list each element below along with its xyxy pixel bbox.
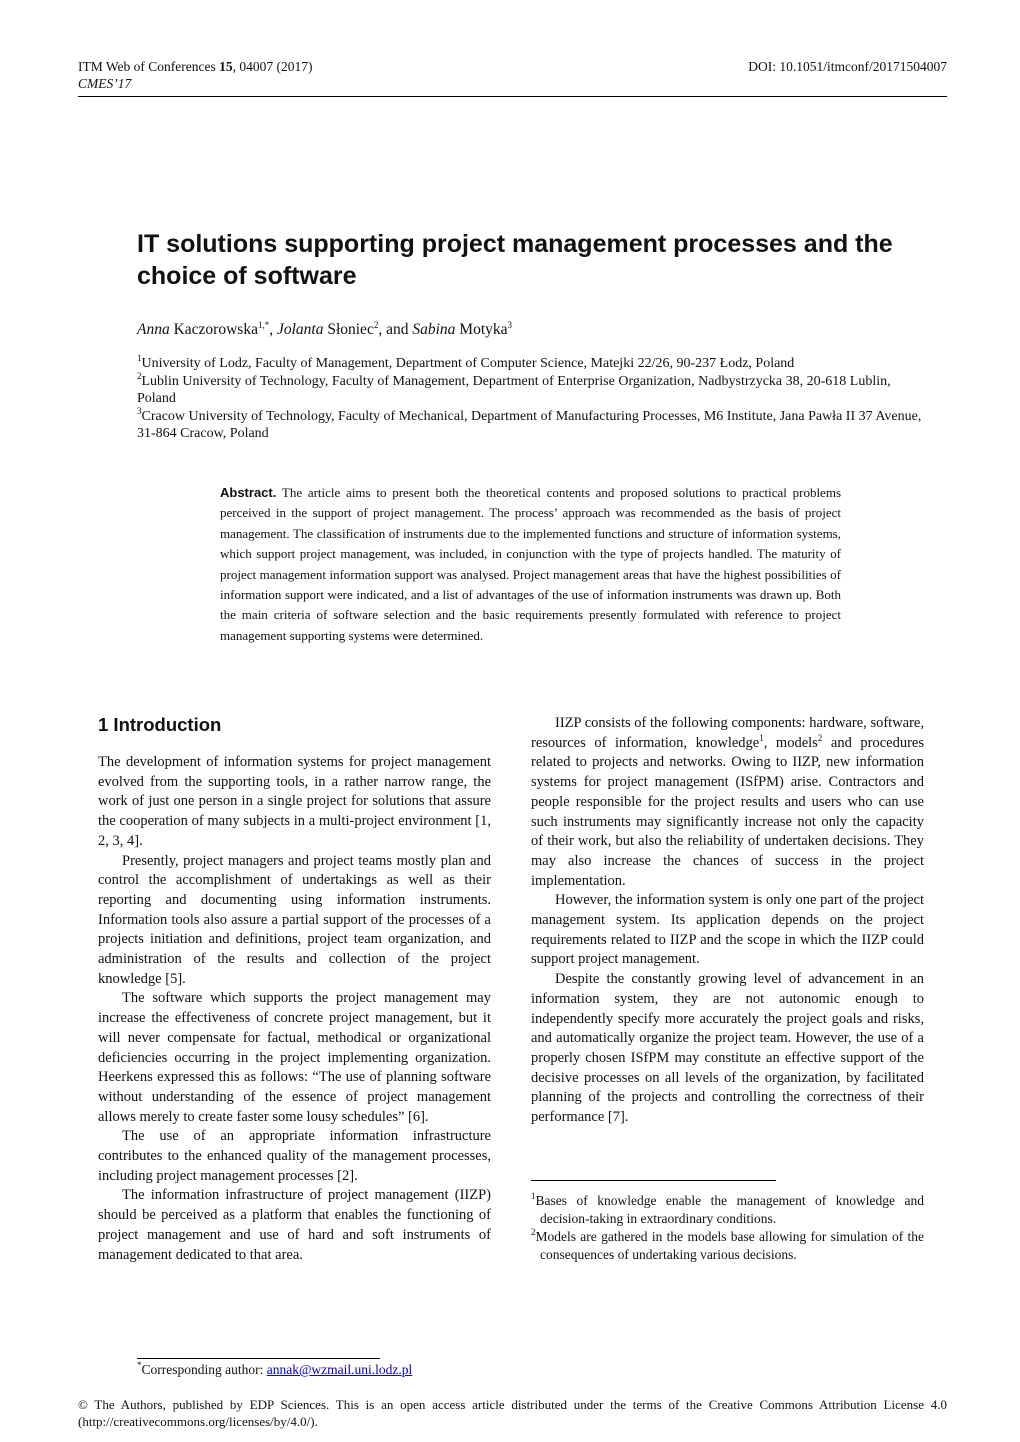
- author-first-name: Sabina: [412, 321, 456, 338]
- running-header: [78, 58, 947, 92]
- affiliations: [137, 355, 927, 443]
- footnotes: [531, 1192, 924, 1264]
- right-column: [531, 714, 924, 1128]
- paragraph: The use of an appropriate information infrastructure contributes to the enhanced quality of the management processes, including project management processes [2].: [98, 1128, 491, 1184]
- author-affiliation-mark: 1,*: [257, 320, 270, 330]
- paragraph: The software which supports the project management may increase the effectiveness of concrete project management, but it will never compensate for factual, methodical or organizational deficiencies occurring in the project implementing organization. Heerkens expressed this as follows: “The use of planning software without understanding of the essence of project management allows merely to create faster some lousy schedules” [6].: [98, 990, 491, 1125]
- paragraph: IIZP consists of the following components: hardware, software, resources of information, knowledge$^1$, models$^2$ and procedures related to projects and networks. Owing to IIZP, new information systems for project management (ISfPM) arise. Contractors and people responsible for the project results and users who can use such instruments may significantly increase not only the capacity of their work, but also the reliability of undertaken decisions. They may also increase the chances of success in the project implementation.: [531, 715, 924, 889]
- abstract-text: The article aims to present both the theoretical contents and proposed solutions to practical problems perceived in the support of project management. The process’ approach was recommended as the basis of project management. The classification of instruments due to the implemented functions and structure of information systems, which support project management, was included, in conjunction with the type of projects handled. The maturity of project management information support was analysed. Project management areas that have the highest possibilities of information support were indicated, and a list of advantages of the use of information instruments was drawn up. Both the main criteria of software selection and the basic requirements presently formulated with reference to project management supporting systems were determined.: [220, 485, 841, 643]
- affiliation: $^1$University of Lodz, Faculty of Management, Department of Computer Science, Matejki 22/26, 90-237 Łodz, Poland: [137, 353, 795, 371]
- license-notice: © The Authors, published by EDP Sciences. This is an open access article distributed under the terms of the Creative Commons Attribution License 4.0 (http://creativecommons.org/licenses/by/4.0/).: [78, 1397, 947, 1429]
- footnote: $^1$Bases of knowledge enable the management of knowledge and decision-taking in extraordinary conditions.: [531, 1191, 924, 1226]
- author-email-link[interactable]: annak@wzmail.uni.lodz.pl: [266, 1362, 413, 1377]
- conference-venue: CMES’17: [78, 76, 132, 91]
- footnote-mark: 1: [759, 732, 764, 743]
- header-divider: [78, 96, 947, 97]
- affiliation: $^3$Cracow University of Technology, Faculty of Mechanical, Department of Manufacturing Processes, M6 Institute, Jana Pawła II 37 Avenue, 31-864 Cracow, Poland: [137, 405, 922, 441]
- author-last-name: Słoniec: [323, 321, 374, 338]
- footnote-mark: 2: [817, 732, 823, 743]
- author-first-name: Anna: [137, 321, 170, 338]
- author-first-name: Jolanta: [276, 321, 324, 338]
- paragraph: However, the information system is only one part of the project management system. Its application depends on the project requirements related to IIZP and the scope in which the IIZP could support project management.: [531, 892, 924, 968]
- section-heading: 1 Introduction: [98, 714, 222, 735]
- author-affiliation-mark: 3: [507, 320, 512, 330]
- corresponding-author: *Corresponding author: annak@wzmail.uni.lodz.pl: [137, 1360, 413, 1377]
- left-column: [98, 753, 491, 1265]
- affiliation: $^2$Lublin University of Technology, Faculty of Management, Department of Enterprise Organization, Nadbystrzycka 38, 20-618 Lublin, Poland: [137, 370, 891, 406]
- paper-title: IT solutions supporting project management processes and the choice of software: [137, 230, 893, 290]
- corresponding-divider: [137, 1358, 380, 1359]
- abstract: [220, 483, 841, 646]
- paragraph: Despite the constantly growing level of advancement in an information system, they are not autonomic enough to independently specify more accurately the project goals and risks, and automatically organize the project team. However, the use of a properly chosen ISfPM may constitute an effective support of the decisive processes on all levels of the organization, by facilitated planning of the projects and controlling the correctness of their performance [7].: [531, 971, 924, 1126]
- footnote-divider: [531, 1180, 776, 1181]
- paragraph: Presently, project managers and project teams mostly plan and control the accomplishment of undertakings as well as their reporting and documenting using information instruments. Information tools also assure a partial support of the processes of a projects initiation and definitions, project team organization, and administration of the results and collection of the project knowledge [5].: [98, 852, 491, 987]
- paragraph: The information infrastructure of project management (IIZP) should be perceived as a platform that enables the functioning of project management and use of hard and soft instruments of management dedicated to that area.: [98, 1187, 491, 1263]
- journal-citation: ITM Web of Conferences 15, 04007 (2017): [78, 59, 313, 74]
- author-list: Anna Kaczorowska$^{1,*}$, Jolanta Słoniec$^2$, and Sabina Motyka$^3$: [137, 320, 512, 338]
- doi-label[interactable]: DOI: 10.1051/itmconf/20171504007: [748, 59, 947, 74]
- abstract-label: Abstract.: [220, 485, 277, 500]
- footnote: $^2$Models are gathered in the models base allowing for simulation of the consequences of undertaking various decisions.: [531, 1227, 924, 1262]
- author-affiliation-mark: 2: [373, 320, 379, 330]
- volume-number: 15: [219, 59, 233, 74]
- paragraph: The development of information systems for project management evolved from the supporting tools, in a rather narrow range, the work of just one person in a single project for solutions that assure the cooperation of many subjects in a multi-project environment [1, 2, 3, 4].: [98, 754, 491, 849]
- author-last-name: Kaczorowska: [169, 321, 258, 338]
- author-last-name: Motyka: [455, 321, 508, 338]
